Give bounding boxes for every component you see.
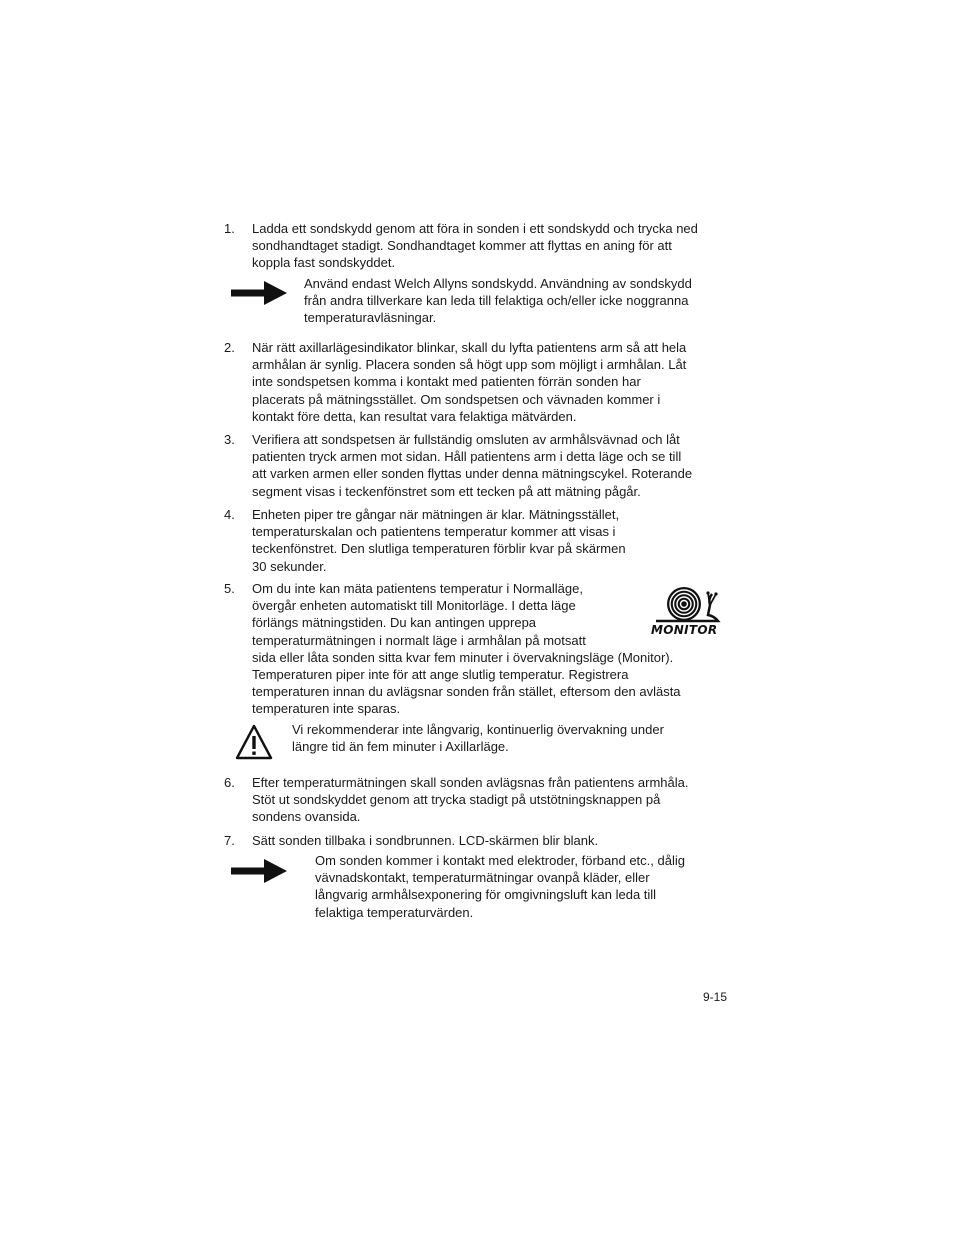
text-line: armhålan är synlig. Placera sonden så högt upp som möjligt i armhålan. Låt [252,357,687,373]
text-line: Vi rekommenderar inte långvarig, kontinuerlig övervakning under [292,722,664,737]
text-line: att varken armen eller sonden flyttas under denna mätningscykel. Roterande [252,466,693,482]
text-line: Om du inte kan mäta patientens temperatur i Normalläge, [252,581,583,596]
text-line: vävnadskontakt, temperaturmätningar ovanpå kläder, eller [315,870,650,886]
note-text [304,275,692,327]
step-number: 3. [224,432,235,447]
text-line: förlängs mätningstiden. Du kan antingen upprepa [252,615,537,631]
text-line: Om sonden kommer i kontakt med elektroder, förband etc., dålig [315,853,685,868]
text-line: placerats på mätningsstället. Om sondspetsen och vävnaden kommer i [252,391,661,407]
text-line: långvarig armhålsexponering för omgivningsluft kan leda till [315,887,657,903]
text-line: Stöt ut sondskyddet genom att trycka stadigt på utstötningsknappen på [252,792,661,808]
step-text [252,774,688,826]
arrow-right-icon [231,858,287,884]
text-line: 30 sekunder. [252,558,327,574]
text-line: teckenfönstret. Den slutliga temperaturen förblir kvar på skärmen [252,541,626,557]
text-line: segment visas i teckenfönstret som ett tecken på att mätning pågår. [252,483,641,499]
text-line: Temperaturen piper inte för att ange slutlig temperatur. Registrera [252,667,629,683]
note-text [292,721,664,755]
text-line: Sätt sonden tillbaka i sondbrunnen. LCD-skärmen blir blank. [252,833,599,848]
text-line: sondhandtaget stadigt. Sondhandtaget kommer att flyttas en aning för att [252,238,672,254]
text-line: temperaturavläsningar. [304,310,437,326]
step-text [252,832,598,849]
text-line: temperaturen inte sparas. [252,701,401,717]
text-line: Ladda ett sondskydd genom att föra in sonden i ett sondskydd och trycka ned [252,221,698,236]
text-line: Använd endast Welch Allyns sondskydd. Användning av sondskydd [304,276,692,291]
text-line: När rätt axillarlägesindikator blinkar, skall du lyfta patientens arm så att hela [252,340,687,355]
step-text [252,339,686,425]
text-line: temperaturen innan du avlägsnar sonden från stället, eftersom den avlästa [252,684,681,700]
step-text [252,580,681,718]
text-line: övergår enheten automatiskt till Monitorläge. I detta läge [252,598,576,614]
text-line: längre tid än fem minuter i Axillarläge. [292,739,509,755]
step-number: 5. [224,581,235,596]
snail-icon [648,585,724,625]
step-number: 1. [224,221,235,236]
page-number: 9-15 [703,990,728,1004]
monitor-label: MONITOR [651,623,718,637]
arrow-right-icon [231,280,287,306]
step-number: 4. [224,507,235,522]
text-line: kontakt före detta, kan resultat vara felaktiga mätvärden. [252,408,577,424]
text-line: Efter temperaturmätningen skall sonden avlägsnas från patientens armhåla. [252,775,689,790]
step-number: 2. [224,340,235,355]
warning-icon [235,724,273,760]
text-line: temperaturmätningen i normalt läge i armhålan på motsatt [252,632,586,648]
step-text [252,431,692,500]
text-line: Verifiera att sondspetsen är fullständig omsluten av armhålsvävnad och låt [252,432,680,447]
step-text [252,506,626,575]
monitor-mode-icon [648,585,724,641]
step-text [252,220,698,272]
text-line: sida eller låta sonden sitta kvar fem minuter i övervakningsläge (Monitor). [252,649,674,665]
step-number: 6. [224,775,235,790]
text-line: patienten tryck armen mot sidan. Håll patientens arm i detta läge och se till [252,449,682,465]
text-line: från andra tillverkare kan leda till felaktiga och/eller icke noggranna [304,293,689,309]
text-line: sondens ovansida. [252,809,361,825]
note-text [315,852,685,921]
text-line: temperaturskalan och patientens temperatur kommer att visas i [252,524,616,540]
text-line: koppla fast sondskyddet. [252,255,396,271]
text-line: felaktiga temperaturvärden. [315,904,474,920]
text-line: inte sondspetsen komma i kontakt med patienten förrän sonden har [252,374,641,390]
text-line: Enheten piper tre gångar när mätningen är klar. Mätningsstället, [252,507,620,522]
step-number: 7. [224,833,235,848]
